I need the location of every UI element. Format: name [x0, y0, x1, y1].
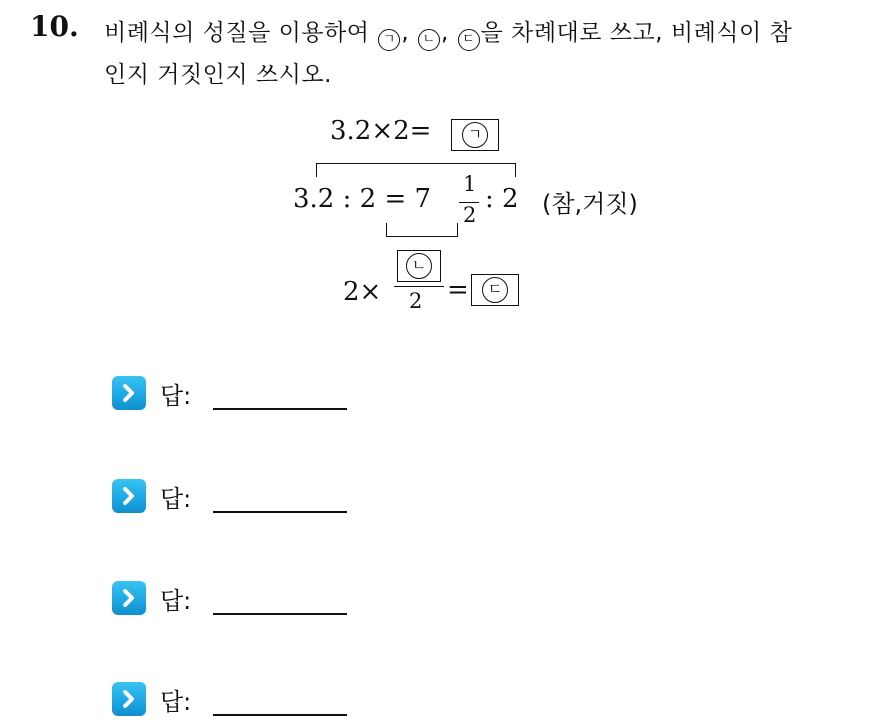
bottom-expression-prefix: 2×	[343, 277, 382, 307]
chevron-right-icon	[112, 682, 146, 716]
blank-box-giyeok[interactable]	[451, 119, 499, 151]
marker-nieun-icon: ㄴ	[406, 253, 432, 279]
answer-label: 답:	[160, 485, 192, 513]
question-number: 10.	[30, 10, 79, 43]
marker-separator: ,	[401, 20, 417, 46]
chevron-right-icon	[112, 479, 146, 513]
blank-box-nieun[interactable]	[397, 250, 441, 282]
answer-blank[interactable]	[213, 613, 347, 615]
true-false-choice: (참,거짓)	[542, 190, 638, 218]
marker-digeut-icon: ㄷ	[482, 277, 508, 303]
bottom-fraction-bar	[394, 286, 444, 287]
question-text-start: 비례식의 성질을 이용하여	[104, 20, 378, 46]
proportion-right: : 2	[485, 184, 519, 214]
answer-blank[interactable]	[213, 714, 347, 716]
marker-nieun-icon: ㄴ	[418, 29, 440, 51]
outer-bracket	[316, 163, 516, 177]
answer-label: 답:	[160, 688, 192, 716]
top-expression: 3.2×2=	[330, 116, 432, 146]
marker-giyeok-icon: ㄱ	[462, 122, 488, 148]
question-text-line1	[104, 14, 792, 51]
answer-blank[interactable]	[213, 408, 347, 410]
answer-label: 답:	[160, 587, 192, 615]
fraction-numerator: 1	[463, 172, 477, 196]
fraction-denominator: 2	[463, 203, 477, 227]
proportion-left: 3.2 : 2 = 7	[293, 184, 432, 214]
answer-blank[interactable]	[213, 511, 347, 513]
bottom-equals: =	[447, 275, 469, 305]
marker-digeut-icon: ㄷ	[458, 29, 480, 51]
question-text-end: 을 차례대로 쓰고, 비례식이 참	[480, 20, 793, 46]
blank-box-digeut[interactable]	[471, 274, 519, 306]
chevron-right-icon	[112, 376, 146, 410]
marker-separator: ,	[440, 20, 457, 46]
chevron-right-icon	[112, 581, 146, 615]
inner-bracket	[386, 223, 458, 237]
bottom-fraction-denominator: 2	[409, 289, 423, 313]
marker-giyeok-icon: ㄱ	[378, 29, 400, 51]
question-text-line2: 인지 거짓인지 쓰시오.	[104, 62, 332, 88]
answer-label: 답:	[160, 382, 192, 410]
